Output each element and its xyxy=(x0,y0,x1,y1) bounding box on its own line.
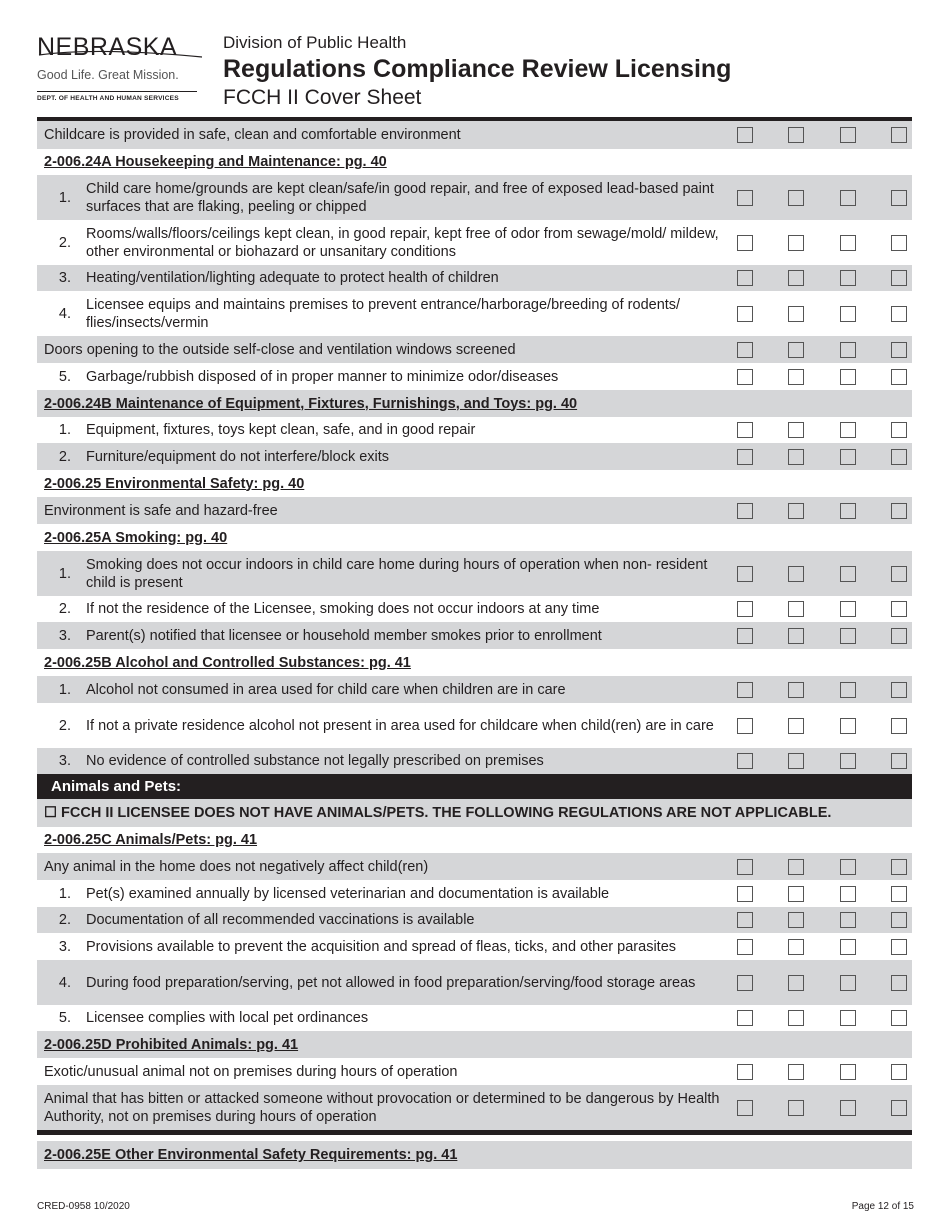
checkbox-col-3[interactable] xyxy=(840,422,856,438)
rating-checkboxes xyxy=(737,422,912,438)
item-number: 3. xyxy=(58,627,71,644)
checklist-item xyxy=(37,907,912,933)
item-text: Parent(s) notified that licensee or household member smokes prior to enrollment xyxy=(86,627,602,644)
section-heading-label: 2-006.25B Alcohol and Controlled Substances: pg. 41 xyxy=(44,654,411,671)
not-applicable-option[interactable] xyxy=(37,799,912,827)
item-text: Smoking does not occur indoors in child care home during hours of operation when non- resident child is present xyxy=(86,556,708,591)
item-text: Pet(s) examined annually by licensed veterinarian and documentation is available xyxy=(86,885,610,902)
section-heading xyxy=(37,649,912,676)
division-label: Division of Public Health xyxy=(223,33,407,52)
checkbox-col-4[interactable] xyxy=(891,1010,907,1026)
checkbox-col-4[interactable] xyxy=(891,628,907,644)
item-number: 3. xyxy=(58,753,71,769)
item-text: Equipment, fixtures, toys kept clean, safe, and in good repair xyxy=(86,422,476,438)
checkbox-col-4[interactable] xyxy=(891,235,907,251)
checkbox-col-3[interactable] xyxy=(840,753,856,769)
checkbox-col-1[interactable] xyxy=(737,1010,753,1026)
checkbox-col-2[interactable] xyxy=(788,369,804,385)
item-number: 5. xyxy=(58,368,71,385)
section-heading-label: 2-006.25C Animals/Pets: pg. 41 xyxy=(44,832,258,848)
logo-tagline: Good Life. Great Mission. xyxy=(37,68,179,82)
item-text: Doors opening to the outside self-close and ventilation windows screened xyxy=(44,341,516,358)
section-heading-label: 2-006.25 Environmental Safety: pg. 40 xyxy=(44,475,305,492)
logo-divider xyxy=(37,91,197,92)
item-text: If not a private residence alcohol not present in area used for childcare when child(ren) are in care xyxy=(86,717,714,734)
checkbox-col-4[interactable] xyxy=(891,422,907,438)
checklist-item xyxy=(37,622,912,649)
item-text: Heating/ventilation/lighting adequate to protect health of children xyxy=(86,270,499,286)
item-text: Child care home/grounds are kept clean/safe/in good repair, and free of exposed lead-based paint surfaces that are flaking, peeling or chipped xyxy=(86,180,714,215)
page-number: Page 12 of 15 xyxy=(851,1201,914,1212)
item-text: If not the residence of the Licensee, smoking does not occur indoors at any time xyxy=(86,601,600,617)
checkbox-col-3[interactable] xyxy=(840,1010,856,1026)
checkbox-col-4[interactable] xyxy=(891,753,907,769)
item-number: 2. xyxy=(58,448,71,465)
checklist-item xyxy=(37,1005,912,1031)
checklist-item xyxy=(37,933,912,960)
section-heading xyxy=(37,524,912,551)
checkbox-col-4[interactable] xyxy=(891,912,907,928)
page-title: Regulations Compliance Review Licensing xyxy=(223,55,732,83)
logo xyxy=(37,33,207,102)
section-heading-label: 2-006.24A Housekeeping and Maintenance: pg. 40 xyxy=(44,154,387,170)
item-number: 1. xyxy=(58,422,71,438)
category-banner-label: Animals and Pets: xyxy=(51,778,182,795)
item-number: 3. xyxy=(58,270,71,286)
checkbox-col-3[interactable] xyxy=(840,566,856,582)
checkbox-col-1[interactable] xyxy=(737,369,753,385)
section-heading-label: 2-006.25D Prohibited Animals: pg. 41 xyxy=(44,1036,299,1053)
checkbox-col-2[interactable] xyxy=(788,306,804,322)
item-number: 2. xyxy=(58,717,71,734)
section-heading xyxy=(37,470,912,497)
checklist-item xyxy=(37,291,912,336)
checkbox-col-3[interactable] xyxy=(840,369,856,385)
checkbox-col-3[interactable] xyxy=(840,1064,856,1080)
checkbox-col-4[interactable] xyxy=(891,270,907,286)
logo-swoosh-icon xyxy=(37,33,207,63)
checkbox-col-2[interactable] xyxy=(788,886,804,902)
checkbox-col-4[interactable] xyxy=(891,718,907,734)
rating-checkboxes xyxy=(737,342,912,358)
checkbox-col-1[interactable] xyxy=(737,342,753,358)
checklist-item xyxy=(37,265,912,291)
section-heading xyxy=(37,827,912,853)
checkbox-col-2[interactable] xyxy=(788,939,804,955)
checkbox-col-4[interactable] xyxy=(891,859,907,875)
checkbox-col-2[interactable] xyxy=(788,1100,804,1116)
checkbox-col-1[interactable] xyxy=(737,1100,753,1116)
checkbox-col-3[interactable] xyxy=(840,127,856,143)
item-number: 5. xyxy=(58,1010,71,1026)
checkbox-col-4[interactable] xyxy=(891,1100,907,1116)
item-text: Rooms/walls/floors/ceilings kept clean, in good repair, kept free of odor from sewage/mold/ mildew, other environmental or biohazard or unsanitary conditions xyxy=(86,225,719,260)
item-text: Alcohol not consumed in area used for child care when children are in care xyxy=(86,681,566,698)
checklist-statement xyxy=(37,1058,912,1085)
checkbox-col-2[interactable] xyxy=(788,718,804,734)
checklist-statement xyxy=(37,853,912,880)
rating-checkboxes xyxy=(737,601,912,617)
rating-checkboxes xyxy=(737,190,912,206)
checkbox-col-2[interactable] xyxy=(788,566,804,582)
checkbox-col-3[interactable] xyxy=(840,503,856,519)
checkbox-col-2[interactable] xyxy=(788,503,804,519)
rating-checkboxes xyxy=(737,566,912,582)
checklist-item xyxy=(37,748,912,774)
rating-checkboxes xyxy=(737,912,912,928)
checkbox-col-2[interactable] xyxy=(788,912,804,928)
checkbox-col-3[interactable] xyxy=(840,235,856,251)
section-heading xyxy=(37,1141,912,1169)
rating-checkboxes xyxy=(737,235,912,251)
checkbox-col-2[interactable] xyxy=(788,682,804,698)
checkbox-col-4[interactable] xyxy=(891,306,907,322)
checkbox-col-1[interactable] xyxy=(737,628,753,644)
item-text: During food preparation/serving, pet not allowed in food preparation/serving/food storage areas xyxy=(86,974,696,991)
checkbox-col-2[interactable] xyxy=(788,601,804,617)
checklist-statement xyxy=(37,497,912,524)
checkbox-col-1[interactable] xyxy=(737,1064,753,1080)
checkbox-col-3[interactable] xyxy=(840,270,856,286)
checkbox-col-1[interactable] xyxy=(737,601,753,617)
checkbox-col-3[interactable] xyxy=(840,912,856,928)
checklist-item xyxy=(37,596,912,622)
item-text: Exotic/unusual animal not on premises during hours of operation xyxy=(44,1063,458,1080)
rating-checkboxes xyxy=(737,1064,912,1080)
checklist-item xyxy=(37,703,912,748)
rating-checkboxes xyxy=(737,127,912,143)
item-number: 1. xyxy=(58,565,71,582)
section-heading xyxy=(37,149,912,175)
rating-checkboxes xyxy=(737,306,912,322)
rating-checkboxes xyxy=(737,718,912,734)
checkbox-col-1[interactable] xyxy=(737,939,753,955)
checkbox-col-1[interactable] xyxy=(737,422,753,438)
checkbox-col-4[interactable] xyxy=(891,566,907,582)
item-number: 2. xyxy=(58,601,71,617)
checkbox-col-2[interactable] xyxy=(788,235,804,251)
checkbox-col-3[interactable] xyxy=(840,859,856,875)
checkbox-col-1[interactable] xyxy=(737,503,753,519)
checkbox-col-2[interactable] xyxy=(788,1064,804,1080)
checkbox-col-3[interactable] xyxy=(840,718,856,734)
logo-department: DEPT. OF HEALTH AND HUMAN SERVICES xyxy=(37,95,179,102)
checkbox-col-2[interactable] xyxy=(788,342,804,358)
checklist-table xyxy=(37,117,912,1169)
checkbox-col-2[interactable] xyxy=(788,127,804,143)
item-number: 1. xyxy=(58,885,71,902)
item-text: Garbage/rubbish disposed of in proper manner to minimize odor/diseases xyxy=(86,368,559,385)
checkbox-col-4[interactable] xyxy=(891,369,907,385)
item-number: 4. xyxy=(58,974,71,991)
not-applicable-label: ☐ FCCH II LICENSEE DOES NOT HAVE ANIMALS/PETS. THE FOLLOWING REGULATIONS ARE NOT APPLICABLE. xyxy=(44,805,832,821)
form-id: CRED-0958 10/2020 xyxy=(37,1201,130,1212)
rating-checkboxes xyxy=(737,503,912,519)
checkbox-col-3[interactable] xyxy=(840,975,856,991)
checkbox-col-2[interactable] xyxy=(788,859,804,875)
section-heading-label: 2-006.24B Maintenance of Equipment, Fixtures, Furnishings, and Toys: pg. 40 xyxy=(44,395,578,412)
category-banner xyxy=(37,774,912,799)
checkbox-col-3[interactable] xyxy=(840,628,856,644)
item-text: Licensee equips and maintains premises to prevent entrance/harborage/breeding of rodents/ flies/insects/vermin xyxy=(86,296,681,331)
item-number: 3. xyxy=(58,938,71,955)
checkbox-col-1[interactable] xyxy=(737,682,753,698)
item-text: No evidence of controlled substance not legally prescribed on premises xyxy=(86,753,544,769)
item-number: 2. xyxy=(58,234,71,251)
item-text: Environment is safe and hazard-free xyxy=(44,502,278,519)
rating-checkboxes xyxy=(737,859,912,875)
rating-checkboxes xyxy=(737,682,912,698)
section-heading-label: 2-006.25A Smoking: pg. 40 xyxy=(44,529,228,546)
checkbox-col-1[interactable] xyxy=(737,270,753,286)
section-heading xyxy=(37,1031,912,1058)
section-heading-label: 2-006.25E Other Environmental Safety Requirements: pg. 41 xyxy=(44,1147,458,1163)
checkbox-col-4[interactable] xyxy=(891,190,907,206)
item-text: Any animal in the home does not negatively affect child(ren) xyxy=(44,858,429,875)
checkbox-col-4[interactable] xyxy=(891,342,907,358)
rating-checkboxes xyxy=(737,270,912,286)
checkbox-col-3[interactable] xyxy=(840,682,856,698)
checklist-item xyxy=(37,960,912,1005)
checkbox-col-2[interactable] xyxy=(788,190,804,206)
checklist-item xyxy=(37,880,912,907)
rating-checkboxes xyxy=(737,1100,912,1116)
checklist-item xyxy=(37,676,912,703)
checklist-item xyxy=(37,363,912,390)
checkbox-col-3[interactable] xyxy=(840,939,856,955)
checkbox-col-2[interactable] xyxy=(788,422,804,438)
checkbox-col-2[interactable] xyxy=(788,975,804,991)
checkbox-col-4[interactable] xyxy=(891,886,907,902)
checklist-item xyxy=(37,417,912,443)
checkbox-col-3[interactable] xyxy=(840,306,856,322)
checklist-statement xyxy=(37,1085,912,1130)
checkbox-col-1[interactable] xyxy=(737,859,753,875)
checkbox-col-1[interactable] xyxy=(737,886,753,902)
checkbox-col-4[interactable] xyxy=(891,975,907,991)
rating-checkboxes xyxy=(737,369,912,385)
checklist-item xyxy=(37,175,912,220)
checkbox-col-3[interactable] xyxy=(840,342,856,358)
rating-checkboxes xyxy=(737,939,912,955)
checkbox-col-3[interactable] xyxy=(840,601,856,617)
checklist-item xyxy=(37,443,912,470)
item-text: Animal that has bitten or attacked someone without provocation or determined to be dangerous by Health Authority, not on premises during hours of operation xyxy=(44,1090,720,1125)
checkbox-col-4[interactable] xyxy=(891,939,907,955)
checkbox-col-4[interactable] xyxy=(891,1064,907,1080)
checkbox-col-2[interactable] xyxy=(788,753,804,769)
checkbox-col-4[interactable] xyxy=(891,601,907,617)
checkbox-col-4[interactable] xyxy=(891,682,907,698)
logo-wordmark: NEBRASKA xyxy=(37,33,207,61)
checkbox-col-1[interactable] xyxy=(737,975,753,991)
checklist-item xyxy=(37,551,912,596)
item-text: Provisions available to prevent the acquisition and spread of fleas, ticks, and other parasites xyxy=(86,938,677,955)
checkbox-col-1[interactable] xyxy=(737,306,753,322)
checkbox-col-1[interactable] xyxy=(737,235,753,251)
item-number: 2. xyxy=(58,912,71,928)
checkbox-col-2[interactable] xyxy=(788,1010,804,1026)
checkbox-col-1[interactable] xyxy=(737,190,753,206)
checkbox-col-1[interactable] xyxy=(737,912,753,928)
checklist-statement xyxy=(37,121,912,149)
checkbox-col-3[interactable] xyxy=(840,449,856,465)
rating-checkboxes xyxy=(737,449,912,465)
rating-checkboxes xyxy=(737,1010,912,1026)
checkbox-col-2[interactable] xyxy=(788,628,804,644)
checkbox-col-1[interactable] xyxy=(737,127,753,143)
checklist-statement xyxy=(37,336,912,363)
section-heading xyxy=(37,390,912,417)
checkbox-col-2[interactable] xyxy=(788,449,804,465)
checklist-item xyxy=(37,220,912,265)
checkbox-col-4[interactable] xyxy=(891,503,907,519)
checkbox-col-3[interactable] xyxy=(840,1100,856,1116)
checkbox-col-3[interactable] xyxy=(840,190,856,206)
item-text: Furniture/equipment do not interfere/block exits xyxy=(86,448,390,465)
checkbox-col-2[interactable] xyxy=(788,270,804,286)
checkbox-col-3[interactable] xyxy=(840,886,856,902)
rating-checkboxes xyxy=(737,628,912,644)
rating-checkboxes xyxy=(737,886,912,902)
rating-checkboxes xyxy=(737,753,912,769)
item-number: 1. xyxy=(58,681,71,698)
checkbox-col-1[interactable] xyxy=(737,753,753,769)
item-text: Documentation of all recommended vaccinations is available xyxy=(86,912,475,928)
page-subtitle: FCCH II Cover Sheet xyxy=(223,86,422,109)
checkbox-col-4[interactable] xyxy=(891,127,907,143)
item-text: Childcare is provided in safe, clean and comfortable environment xyxy=(44,127,461,143)
checkbox-col-4[interactable] xyxy=(891,449,907,465)
checkbox-col-1[interactable] xyxy=(737,566,753,582)
checkbox-col-1[interactable] xyxy=(737,449,753,465)
checkbox-col-1[interactable] xyxy=(737,718,753,734)
item-text: Licensee complies with local pet ordinances xyxy=(86,1010,369,1026)
item-number: 1. xyxy=(58,189,71,206)
rating-checkboxes xyxy=(737,975,912,991)
item-number: 4. xyxy=(58,305,71,322)
